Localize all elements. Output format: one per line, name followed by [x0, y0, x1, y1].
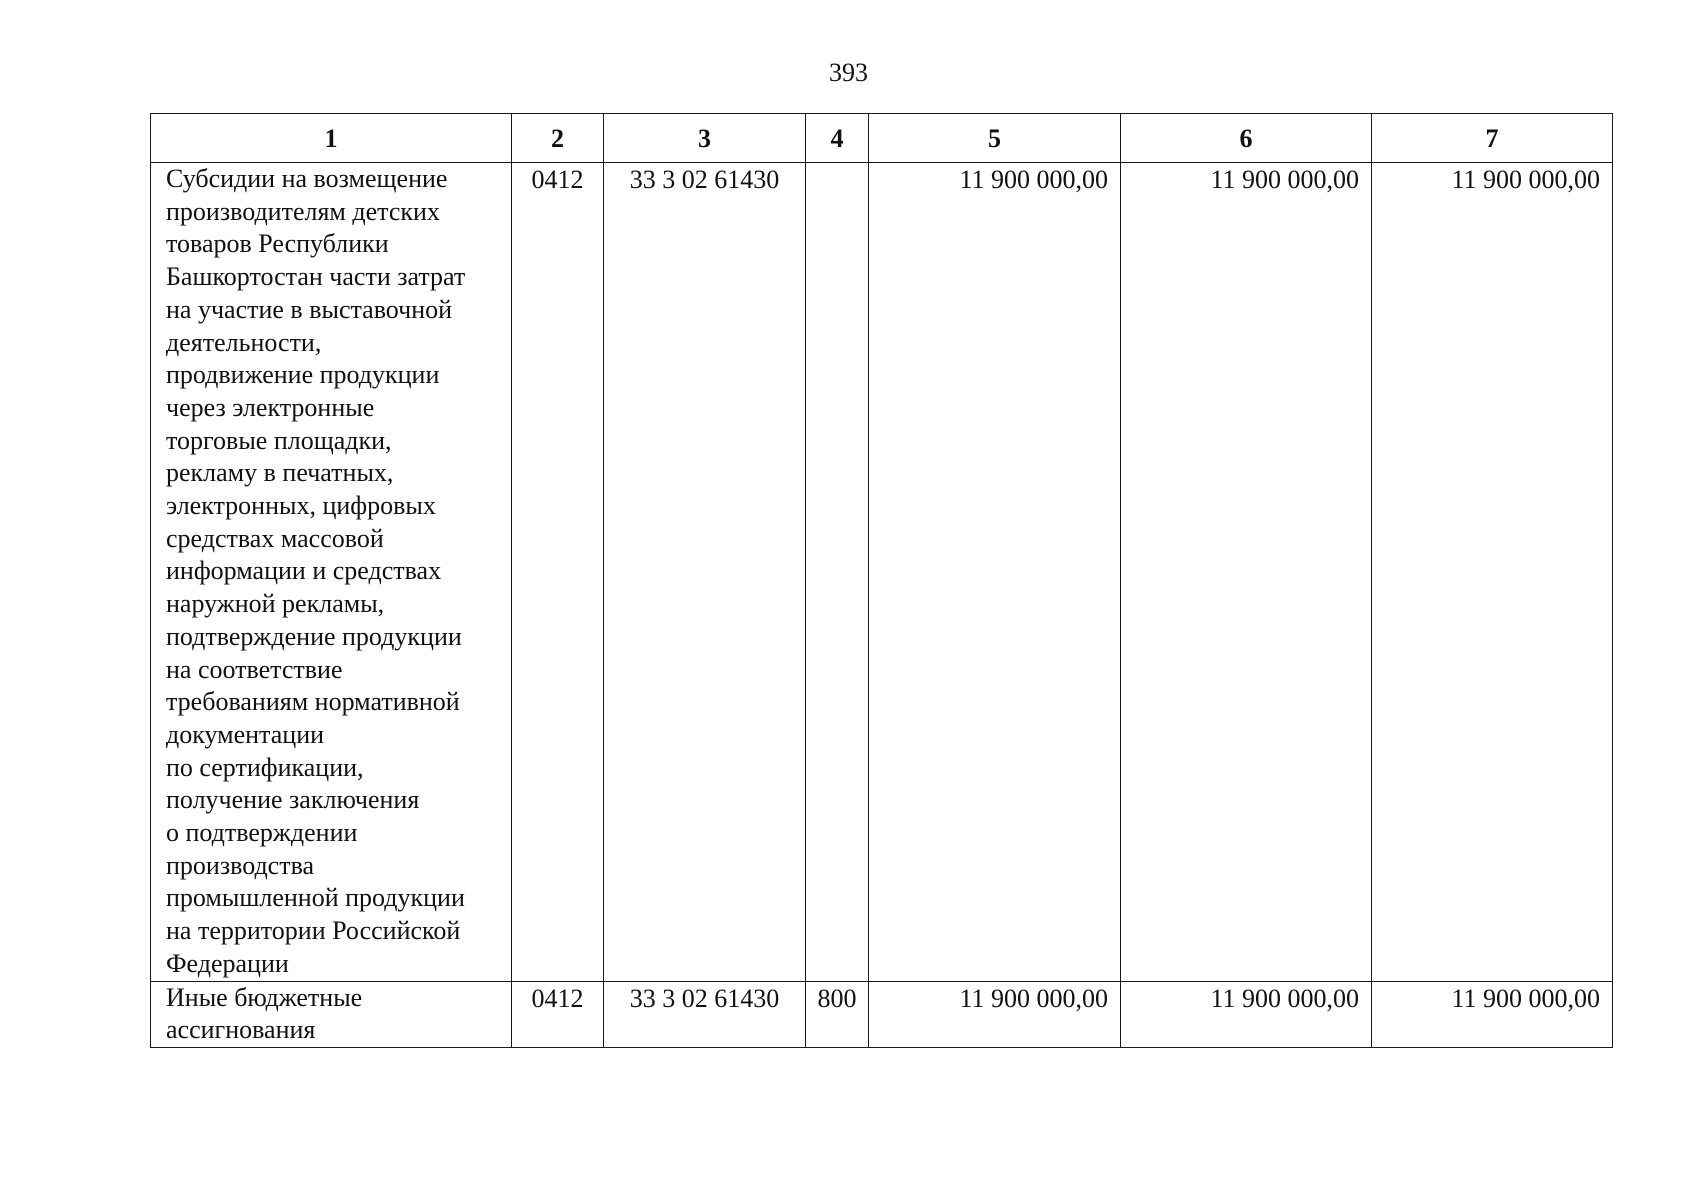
description-line: средствах массовой [166, 523, 384, 553]
amount-5-cell: 11 900 000,00 [869, 981, 1121, 1047]
description-line: о подтверждении [166, 818, 358, 848]
description-line: получение заключения [166, 785, 420, 815]
budget-table [150, 113, 1613, 1048]
description-line: Башкортостан части затрат [166, 262, 466, 292]
description-line: ассигнования [166, 1015, 316, 1045]
description-line: подтверждение продукции [166, 621, 462, 651]
header-row [151, 114, 1613, 163]
section-code-cell: 0412 [512, 163, 604, 982]
description-line: по сертификации, [166, 752, 364, 782]
amount-6-cell: 11 900 000,00 [1121, 163, 1372, 982]
description-line: продвижение продукции [166, 360, 440, 390]
description-line: электронных, цифровых [166, 491, 436, 521]
description-line: деятельности, [166, 327, 322, 357]
amount-6-cell: 11 900 000,00 [1121, 981, 1372, 1047]
description-line: торговые площадки, [166, 425, 392, 455]
header-cell-6: 6 [1121, 114, 1372, 163]
description-line: информации и средствах [166, 556, 442, 586]
target-article-cell: 33 3 02 61430 [604, 163, 806, 982]
description-line: производства [166, 850, 315, 880]
expense-type-cell [806, 163, 869, 982]
description-line: производителям детских [166, 196, 440, 226]
description-line: Федерации [166, 948, 289, 978]
section-code-cell: 0412 [512, 981, 604, 1047]
header-cell-5: 5 [869, 114, 1121, 163]
header-cell-3: 3 [604, 114, 806, 163]
description-line: товаров Республики [166, 229, 389, 259]
description-line: на соответствие [166, 654, 343, 684]
header-cell-2: 2 [512, 114, 604, 163]
description-line: на участие в выставочной [166, 294, 453, 324]
row-description [151, 981, 512, 1047]
header-cell-7: 7 [1372, 114, 1613, 163]
table-row [151, 981, 1613, 1047]
target-article-cell: 33 3 02 61430 [604, 981, 806, 1047]
description-line: рекламу в печатных, [166, 458, 394, 488]
page-number: 393 [829, 58, 868, 87]
description-line: документации [166, 719, 325, 749]
description-line: требованиям нормативной [166, 687, 460, 717]
row-description [151, 163, 512, 982]
amount-7-cell: 11 900 000,00 [1372, 163, 1613, 982]
amount-7-cell: 11 900 000,00 [1372, 981, 1613, 1047]
header-cell-4: 4 [806, 114, 869, 163]
amount-5-cell: 11 900 000,00 [869, 163, 1121, 982]
description-line: Иные бюджетные [166, 982, 363, 1012]
description-line: Субсидии на возмещение [166, 164, 448, 193]
header-cell-1: 1 [151, 114, 512, 163]
expense-type-cell: 800 [806, 981, 869, 1047]
description-line: на территории Российской [166, 916, 461, 946]
description-line: промышленной продукции [166, 883, 465, 913]
table-row [151, 163, 1613, 982]
description-line: наружной рекламы, [166, 589, 385, 619]
description-line: через электронные [166, 392, 375, 422]
